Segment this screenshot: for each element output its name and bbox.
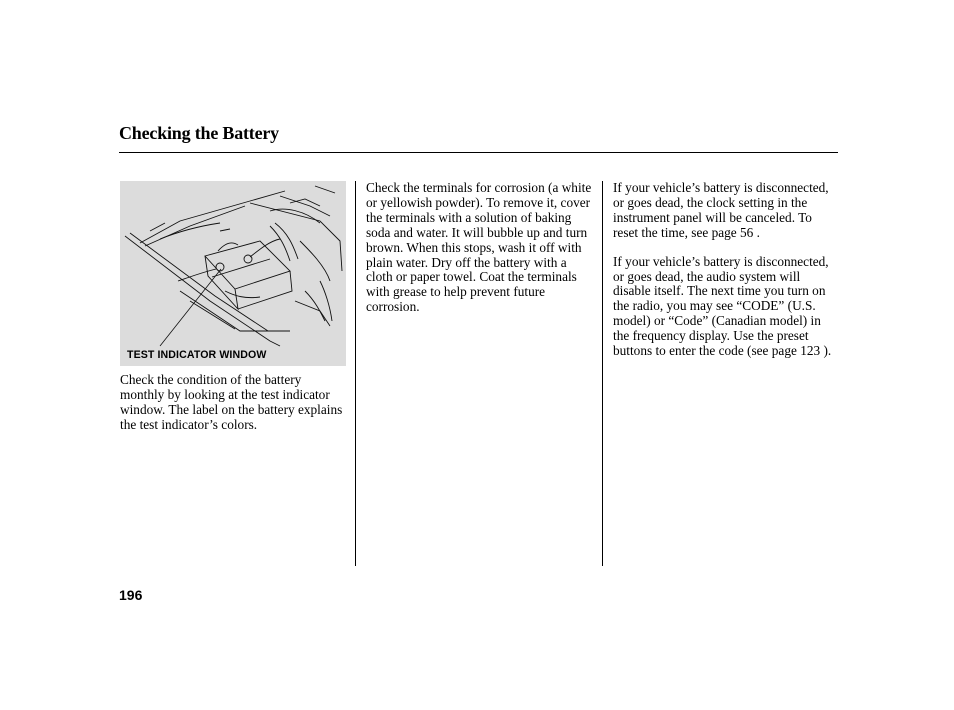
engine-bay-drawing bbox=[120, 181, 346, 366]
figure-caption: TEST INDICATOR WINDOW bbox=[127, 349, 267, 361]
title-rule bbox=[119, 152, 838, 153]
section-title: Checking the Battery bbox=[119, 123, 279, 143]
column-1 bbox=[120, 373, 345, 433]
col3-paragraph-2: If your vehicle’s battery is disconnected, or goes dead, the audio system will disable itself. The next time you turn on the radio, you may see “CODE” (U.S. model) or “Code” (Canadian model) in the frequency display. Use the preset buttons to enter the code (see page 123 ). bbox=[613, 253, 832, 359]
column-divider-2 bbox=[602, 181, 603, 566]
page-number: 196 bbox=[119, 587, 143, 603]
col2-paragraph: Check the terminals for corrosion (a white or yellowish powder). To remove it, cover the terminals with a solution of baking soda and water. It will bubble up and turn brown. When this stops, wash it off with plain water. Dry off the battery with a cloth or paper towel. Coat the terminals with grease to help prevent future corrosion. bbox=[366, 180, 592, 315]
column-divider-1 bbox=[355, 181, 356, 566]
col1-paragraph: Check the condition of the battery monthly by looking at the test indicator window. The label on the battery explains the test indicator’s colors. bbox=[120, 372, 343, 432]
battery-illustration bbox=[120, 181, 346, 366]
column-2 bbox=[366, 181, 594, 315]
column-3 bbox=[613, 181, 839, 359]
col3-paragraph-1: If your vehicle’s battery is disconnected, or goes dead, the clock setting in the instrument panel will be canceled. To reset the time, see page 56 . bbox=[613, 180, 829, 240]
